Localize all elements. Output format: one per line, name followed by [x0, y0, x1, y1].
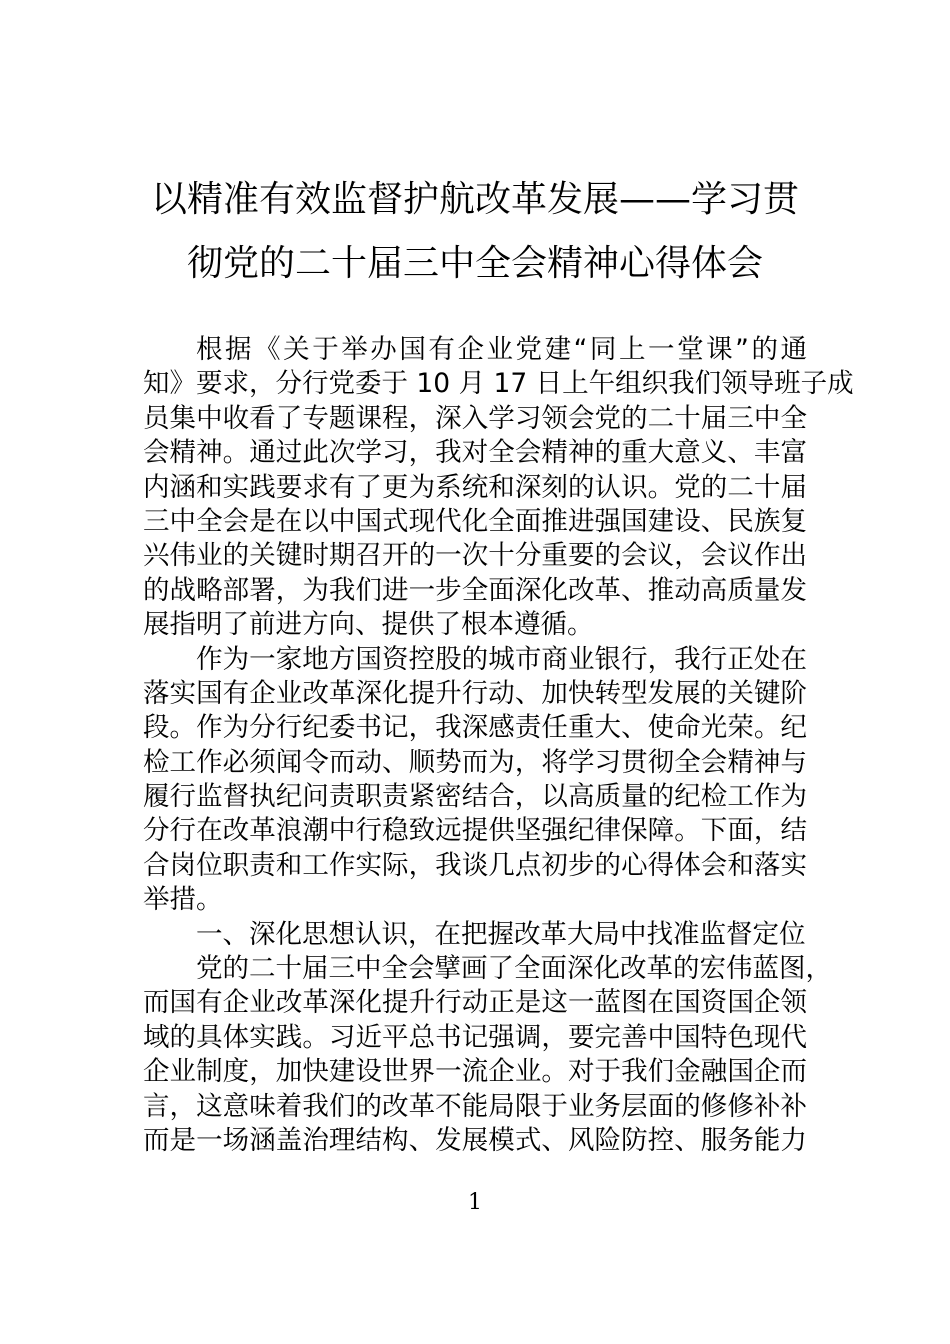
text-line: 兴伟业的关键时期召开的一次十分重要的会议，会议作出 [143, 540, 807, 572]
text-line: 内涵和实践要求有了更为系统和深刻的认识。党的二十届 [143, 471, 807, 503]
page-number: 1 [468, 1190, 482, 1215]
text-line: 展指明了前进方向、提供了根本遵循。 [143, 609, 594, 641]
paragraph-section-one [143, 952, 832, 1158]
text-line: 段。作为分行纪委书记，我深感责任重大、使命光荣。纪 [143, 712, 807, 744]
text-line: 域的具体实践。习近平总书记强调，要完善中国特色现代 [143, 1021, 807, 1053]
text-line: 党的二十届三中全会擘画了全面深化改革的宏伟蓝图， [196, 953, 832, 985]
text-line: 而是一场涵盖治理结构、发展模式、风险防控、服务能力 [143, 1124, 807, 1156]
text-line: 知》要求，分行党委于 10 月 17 日上午组织我们领导班子成 [143, 368, 854, 400]
title-line-1: 以精准有效监督护航改革发展——学习贯 [150, 179, 799, 220]
text-line: 的战略部署，为我们进一步全面深化改革、推动高质量发 [143, 574, 807, 606]
text-line: 言，这意味着我们的改革不能局限于业务层面的修修补补 [143, 1090, 807, 1122]
text-line: 企业制度，加快建设世界一流企业。对于我们金融国企而 [143, 1056, 807, 1088]
section-heading [143, 918, 807, 952]
document-title [120, 168, 830, 296]
paragraph-context [143, 643, 807, 918]
text-line: 落实国有企业改革深化提升行动、加快转型发展的关键阶 [143, 677, 807, 709]
text-line: 检工作必须闻令而动、顺势而为，将学习贯彻全会精神与 [143, 746, 807, 778]
paragraph-intro [143, 333, 854, 643]
text-line: 分行在改革浪潮中行稳致远提供坚强纪律保障。下面，结 [143, 815, 807, 847]
text-line: 三中全会是在以中国式现代化全面推进强国建设、民族复 [143, 505, 807, 537]
title-line-2: 彻党的二十届三中全会精神心得体会 [186, 243, 763, 284]
text-line: 举措。 [143, 884, 223, 916]
text-line: 根据《关于举办国有企业党建“同上一堂课”的通 [196, 334, 807, 365]
text-line: 而国有企业改革深化提升行动正是这一蓝图在国资国企领 [143, 987, 807, 1019]
section-heading-line: 一、深化思想认识，在把握改革大局中找准监督定位 [196, 918, 806, 950]
text-line: 员集中收看了专题课程，深入学习领会党的二十届三中全 [143, 402, 807, 434]
document-body [143, 333, 854, 1158]
text-line: 作为一家地方国资控股的城市商业银行，我行正处在 [196, 643, 807, 675]
text-line: 合岗位职责和工作实际，我谈几点初步的心得体会和落实 [143, 849, 807, 881]
text-line: 会精神。通过此次学习，我对全会精神的重大意义、丰富 [143, 437, 807, 469]
text-line: 履行监督执纪问责职责紧密结合，以高质量的纪检工作为 [143, 781, 807, 813]
